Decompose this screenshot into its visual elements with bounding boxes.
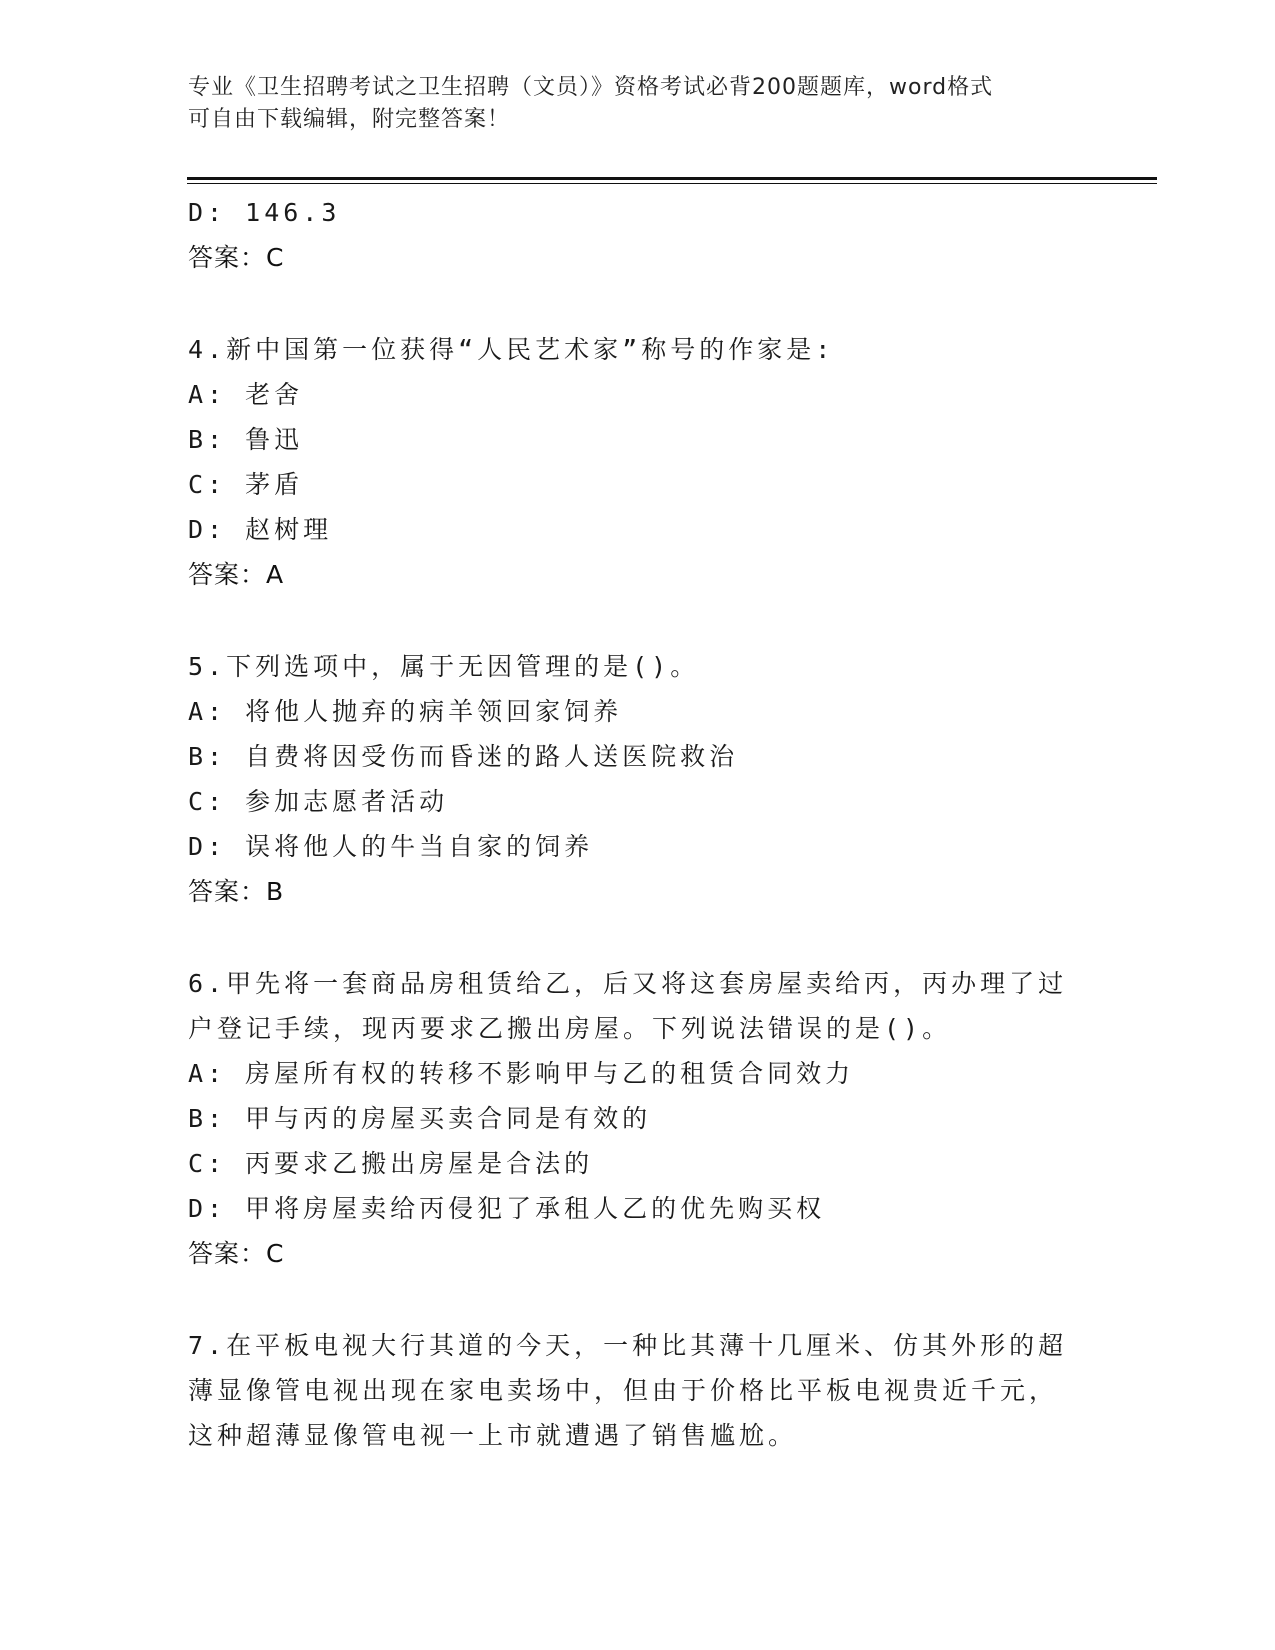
option-b: B: 自费将因受伤而昏迷的路人送医院救治 (188, 742, 739, 771)
question-4 (188, 327, 1068, 597)
answer-label: 答案：A (188, 560, 285, 589)
answer-label: 答案：B (188, 877, 285, 906)
option-a: A: 房屋所有权的转移不影响甲与乙的租赁合同效力 (188, 1059, 855, 1088)
header-divider-thin (187, 183, 1157, 184)
question-text: 4.新中国第一位获得“人民艺术家”称号的作家是: (188, 335, 835, 364)
page-header (188, 72, 1068, 136)
option-c: C: 参加志愿者活动 (188, 787, 449, 816)
question-7 (188, 1323, 1068, 1458)
option-d: D: 甲将房屋卖给丙侵犯了承租人乙的优先购买权 (188, 1194, 826, 1223)
header-line-1: 专业《卫生招聘考试之卫生招聘（文员）》资格考试必背200题题库，word格式 (188, 75, 994, 100)
option-c: C: 茅盾 (188, 470, 304, 499)
option-a: A: 老舍 (188, 380, 304, 409)
question-text: 6.甲先将一套商品房租赁给乙，后又将这套房屋卖给丙，丙办理了过户登记手续，现丙要求乙搬出房屋。下列说法错误的是()。 (188, 969, 1068, 1043)
option-a: A: 将他人抛弃的病羊领回家饲养 (188, 697, 623, 726)
option-b: B: 甲与丙的房屋买卖合同是有效的 (188, 1104, 652, 1133)
answer-label: 答案：C (188, 243, 285, 272)
option-b: B: 鲁迅 (188, 425, 304, 454)
option-d: D: 146.3 (188, 198, 341, 227)
question-6 (188, 961, 1068, 1276)
question-text: 5.下列选项中，属于无因管理的是()。 (188, 652, 700, 681)
header-line-2: 可自由下载编辑，附完整答案！ (188, 107, 511, 132)
option-d: D: 误将他人的牛当自家的饲养 (188, 832, 594, 861)
option-d: D: 赵树理 (188, 515, 333, 544)
question-5 (188, 644, 1068, 914)
question-list (188, 190, 1068, 1458)
question-text: 7.在平板电视大行其道的今天，一种比其薄十几厘米、仿其外形的超薄显像管电视出现在家电卖场中，但由于价格比平板电视贵近千元，这种超薄显像管电视一上市就遭遇了销售尴尬。 (188, 1331, 1068, 1450)
carryover-block (188, 190, 1068, 280)
header-divider-thick (187, 177, 1157, 180)
answer-label: 答案：C (188, 1239, 285, 1268)
option-c: C: 丙要求乙搬出房屋是合法的 (188, 1149, 594, 1178)
